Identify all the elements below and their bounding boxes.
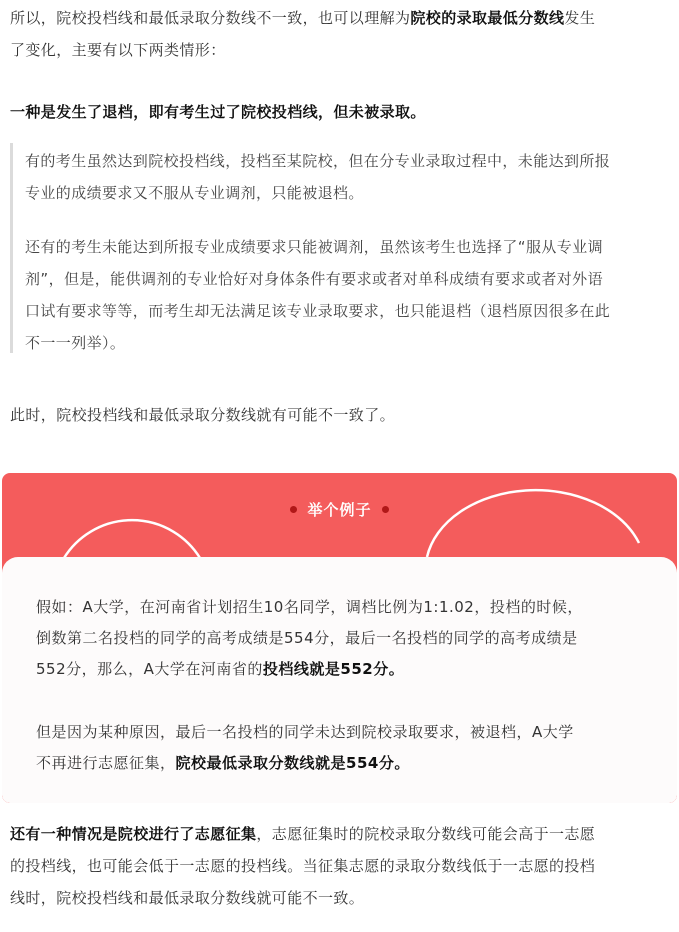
quote-line-1: 有的考生虽然达到院校投档线，投档至某院校，但在分专业录取过程中，未能达到所报 — [25, 152, 611, 170]
bullet-dot-icon — [290, 506, 297, 513]
example-title-text: 举个例子 — [307, 501, 372, 519]
example-line-3 — [36, 654, 656, 685]
example-title — [2, 499, 677, 520]
outro-line-3: 线时，院校投档线和最低录取分数线就可能不一致。 — [10, 889, 365, 907]
example-body — [2, 557, 677, 803]
example-line-2: 倒数第二名投档的同学的高考成绩是554分，最后一名投档的同学的高考成绩是 — [36, 629, 578, 647]
quote-line-4: 剂”，但是，能供调剂的专业恰好对身体条件有要求或者对单科成绩有要求或者对外语 — [25, 270, 603, 288]
outro-text: ，志愿征集时的院校录取分数线可能会高于一志愿 — [256, 825, 596, 843]
outro-line-2: 的投档线，也可能会低于一志愿的投档线。当征集志愿的录取分数线低于一志愿的投档 — [10, 857, 596, 875]
blockquote — [10, 143, 675, 353]
example-line-4: 但是因为某种原因，最后一名投档的同学未达到院校录取要求，被退档，A大学 — [36, 723, 574, 741]
example-text: 552分，那么，A大学在河南省的 — [36, 660, 263, 678]
intro-paragraph — [10, 2, 672, 66]
example-bold-text: 院校最低录取分数线就是554分。 — [175, 754, 410, 772]
outro-bold-text: 还有一种情况是院校进行了志愿征集 — [10, 825, 257, 843]
intro-bold-text: 院校的录取最低分数线 — [410, 9, 565, 27]
example-card — [2, 473, 677, 803]
quote-line-6: 不一一列举）。 — [25, 334, 126, 352]
outro-paragraph — [10, 818, 672, 914]
quote-line-2: 专业的成绩要求又不服从专业调剂，只能被退档。 — [25, 184, 364, 202]
summary-paragraph: 此时，院校投档线和最低录取分数线就有可能不一致了。 — [10, 406, 396, 424]
example-line-5 — [36, 748, 656, 779]
section-heading: 一种是发生了退档，即有考生过了院校投档线，但未被录取。 — [10, 103, 426, 121]
bullet-dot-icon — [382, 506, 389, 513]
example-bold-text: 投档线就是552分。 — [262, 660, 405, 678]
intro-line-1 — [10, 2, 672, 34]
example-text: 不再进行志愿征集， — [36, 754, 176, 772]
intro-text: 所以，院校投档线和最低录取分数线不一致，也可以理解为 — [10, 9, 411, 27]
outro-line-1 — [10, 818, 672, 850]
quote-line-3: 还有的考生未能达到所报专业成绩要求只能被调剂，虽然该考生也选择了“服从专业调 — [25, 238, 603, 256]
intro-line-2: 了变化，主要有以下两类情形： — [10, 41, 226, 59]
quote-line-5: 口试有要求等等，而考生却无法满足该专业录取要求，也只能退档（退档原因很多在此 — [25, 302, 611, 320]
example-line-1: 假如：A大学，在河南省计划招生10名同学，调档比例为1:1.02，投档的时候， — [36, 598, 583, 616]
intro-text-end: 发生 — [564, 9, 596, 27]
